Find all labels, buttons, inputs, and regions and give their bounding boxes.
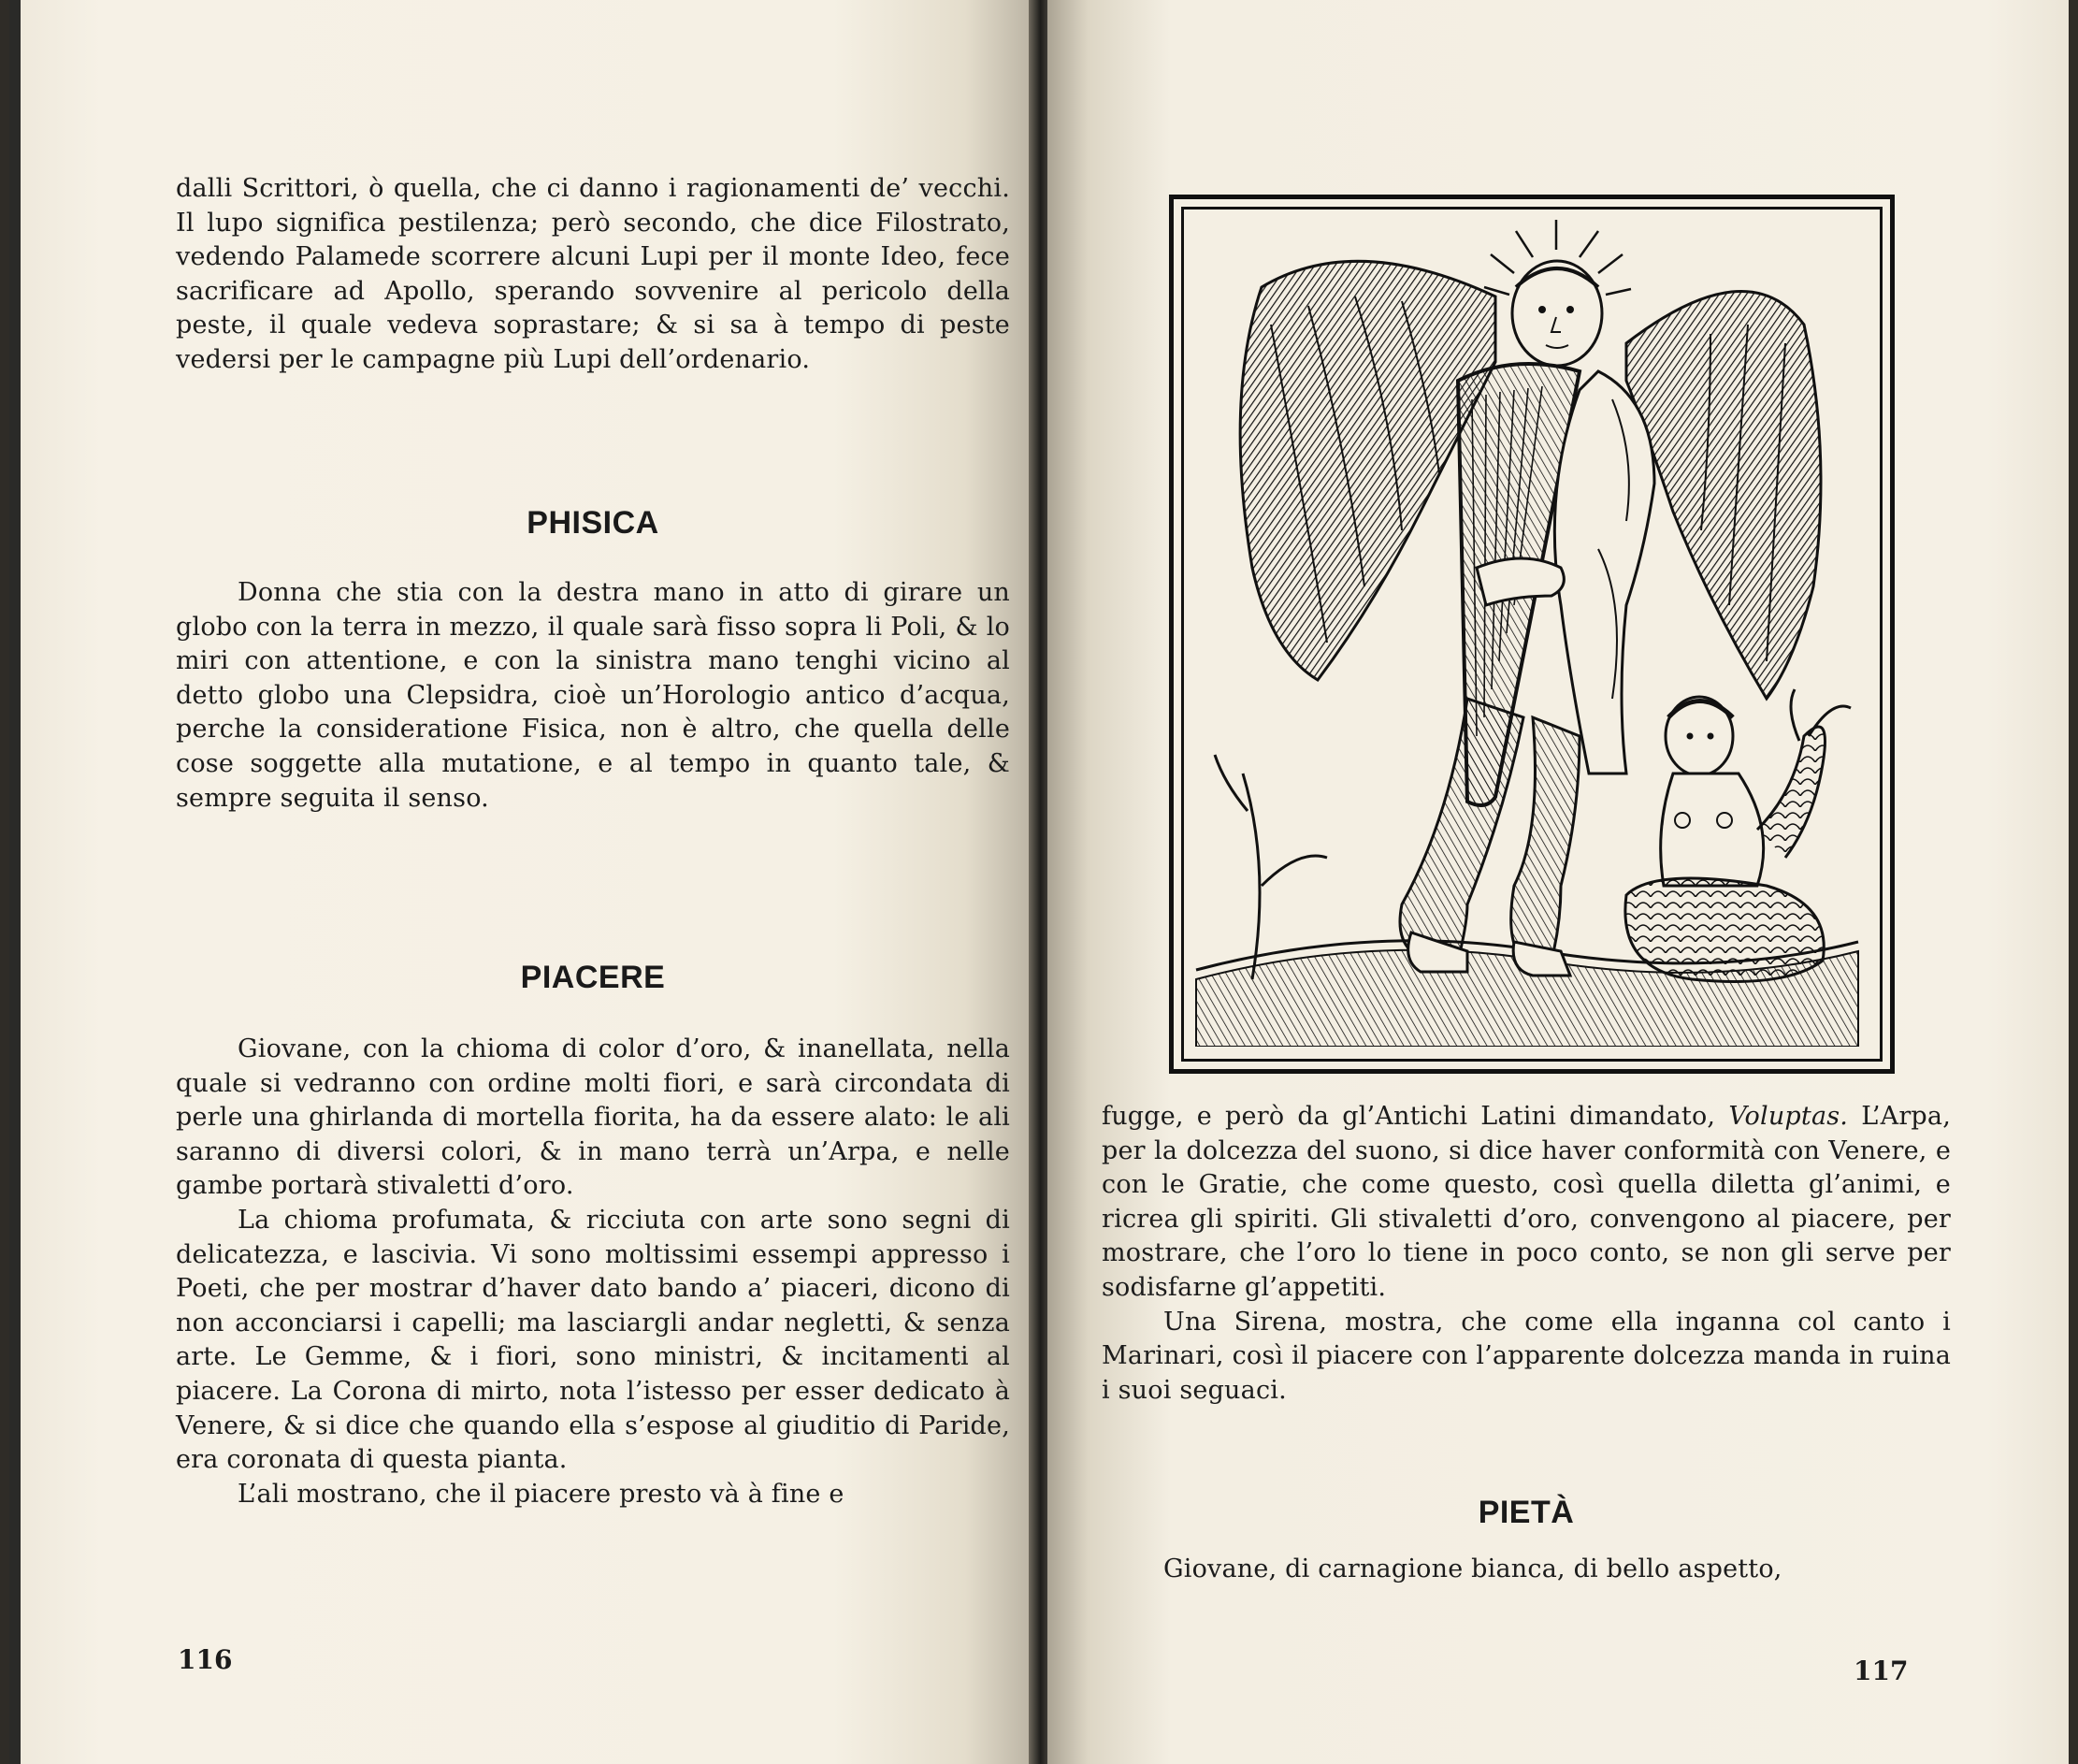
woodcut-illustration [1169,195,1895,1074]
right-page [1047,0,2069,1764]
heading-pieta: PIETÀ [1478,1495,1575,1530]
paragraph-phisica: Donna che stia con la destra mano in atto di girare un globo con la terra in mezzo, il quale sarà fisso sopra li Poli, & lo miri con attentione, e con la sinistra mano tenghi vicino al detto globo una Clepsidra, cioè un’Horologio antico d’acqua, perche la consideratione Fisica, non è altro, che quella delle cose soggette alla mutatione, e al tempo in quanto tale, & sempre seguita il senso. [176,578,1010,813]
angel-harp-siren-woodcut [1187,212,1868,1047]
right-text-pieta [1102,1553,1951,1587]
left-text-phisica [176,576,1010,816]
paragraph-intro: dalli Scrittori, ò quella, che ci danno i ragionamenti de’ vecchi. Il lupo significa pestilenza; però secondo, che dice Filostrato, vedendo Palamede scorrere alcuni Lupi per il monte Ideo, fece sacrificare ad Apollo, sperando sovvenire al pericolo della peste, il quale vedeva soprastare; & si sa à tempo di peste vedersi per le campagne più Lupi dell’ordenario. [176,174,1010,374]
paragraph-voluptas [1102,1100,1951,1306]
paragraph-pieta: Giovane, di carnagione bianca, di bello aspetto, [1163,1554,1782,1583]
paragraph-voluptas-rest: L’Arpa, per la dolcezza del suono, si dice haver conformità con Venere, e con le Gratie, che come questo, così quella diletta gl’animi, e ricrea gli spiriti. Gli stivaletti d’oro, convengono al piacere, per mostrare, che l’oro lo tiene in poco conto, se non gli serve per sodisfarne gl’appetiti. [1102,1102,1951,1302]
left-page [21,0,1036,1764]
paragraph-piacere-1: Giovane, con la chioma di color d’oro, & inanellata, nella quale si vedranno con ordine molti fiori, e sarà circondata di perle una ghirlanda di mortella fiorita, ha da essere alato: le ali saranno di diversi colori, & in mano terrà un’Arpa, e nelle gambe portarà stivaletti d’oro. [176,1034,1010,1201]
heading-phisica: PHISICA [527,505,659,541]
left-text-piacere [176,1033,1010,1511]
page-number-left: 116 [178,1644,233,1675]
paragraph-voluptas-italic: Voluptas. [1728,1102,1849,1131]
left-page-edge [0,0,9,1764]
left-text-intro [176,172,1010,378]
page-number-right: 117 [1854,1656,1909,1686]
paragraph-sirena: Una Sirena, mostra, che come ella inganna col canto i Marinari, così il piacere con l’apparente dolcezza manda in ruina i suoi seguaci. [1102,1307,1951,1405]
paragraph-voluptas-lead: fugge, e però da gl’Antichi Latini dimandato, [1102,1102,1716,1131]
paragraph-piacere-2: La chioma profumata, & ricciuta con arte sono segni di delicatezza, e lascivia. Vi sono moltissimi essempi appresso i Poeti, che per mostrar d’haver dato bando a’ piaceri, dicono di non acconciarsi i capelli; ma lasciargli andar negletti, & senza arte. Le Gemme, & i fiori, sono ministri, & incitamenti al piacere. La Corona di mirto, nota l’istesso per esser dedicato à Venere, & si dice che quando ella s’espose al giuditio di Paride, era coronata di questa pianta. [176,1205,1010,1475]
right-text-top [1102,1100,1951,1408]
heading-piacere: PIACERE [520,960,666,995]
paragraph-piacere-3: L’ali mostrano, che il piacere presto và à fine e [238,1479,844,1509]
right-page-edge [2069,0,2078,1764]
